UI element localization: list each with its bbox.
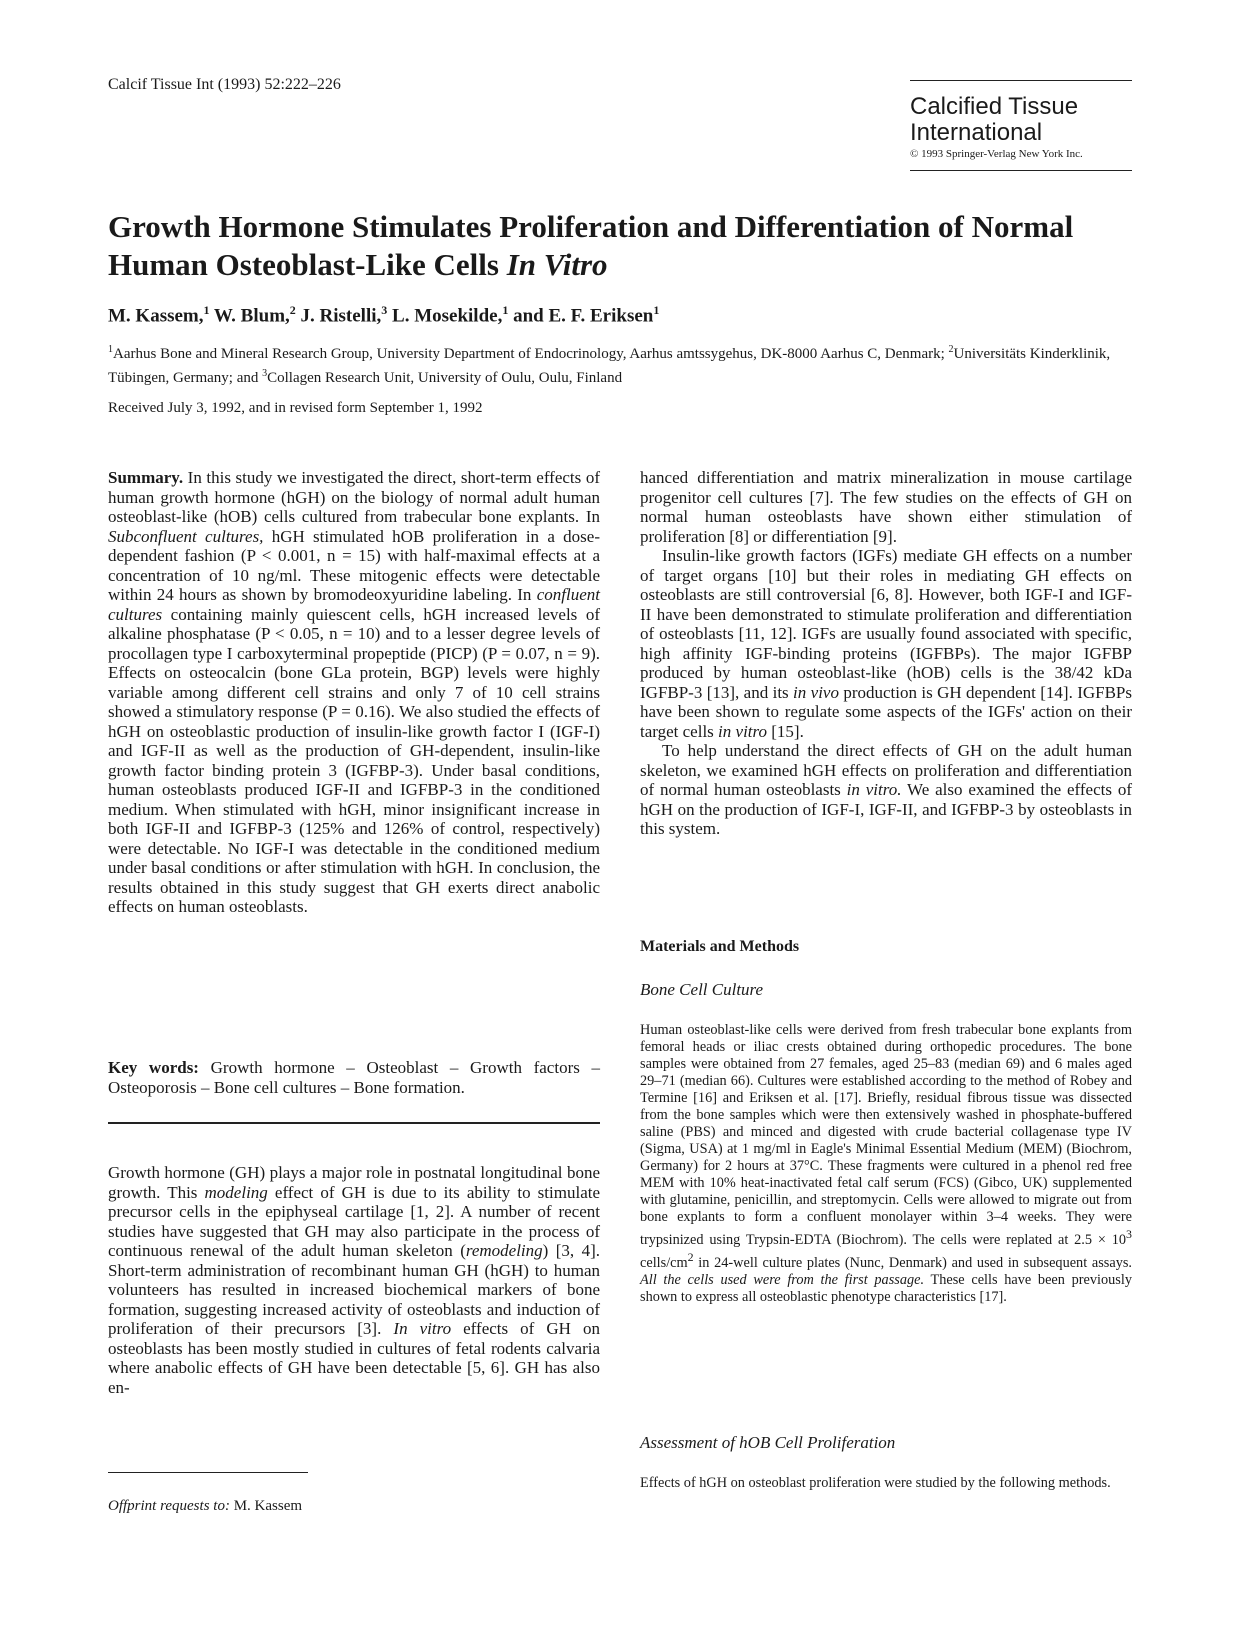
- author-affil-mark: 1: [203, 303, 210, 317]
- subheading-bone-cell-culture: Bone Cell Culture: [640, 980, 764, 999]
- author-name: M. Kassem,: [108, 305, 204, 327]
- title-main: Growth Hormone Stimulates Proliferation and Differentiation of Normal Human Osteoblast-Like Cells: [108, 209, 1074, 282]
- journal-name-line2: International: [910, 119, 1043, 146]
- introduction-paragraph: Growth hormone (GH) plays a major role in postnatal longitudinal bone growth. This modeling effect of GH is due to its ability to stimulate precursor cells in the epiphyseal cartilage [1, 2]. A number of recent studies have suggested that GH may also participate in the process of continuous renewal of the adult human skeleton (remodeling) [3, 4]. Short-term administration of recombinant human GH (hGH) to human volunteers has resulted in increased biochemical markers of bone formation, suggesting increased activity of osteoblasts and induction of proliferation of their precursors [3]. In vitro effects of GH on osteoblasts has been mostly studied in cultures of fetal rodents calvaria where anabolic effects of GH have been detectable [5, 6]. GH has also en-: [108, 1163, 601, 1397]
- author-affil-mark: 1: [502, 303, 509, 317]
- footnote-rule: [108, 1472, 308, 1473]
- intro-paragraph-1: hanced differentiation and matrix mineralization in mouse cartilage progenitor cell cultures [7]. The few studies on the effects of GH on normal human osteoblasts have shown either stimulation of proliferation [8] or differentiation [9].: [640, 468, 1132, 546]
- keywords-paragraph: Key words: Growth hormone – Osteoblast – Growth factors – Osteoporosis – Bone cell cultures – Bone formation.: [108, 1058, 601, 1097]
- author-list: [108, 303, 659, 327]
- copyright-notice: © 1993 Springer-Verlag New York Inc.: [910, 148, 1083, 160]
- author-affil-mark: 3: [381, 303, 388, 317]
- received-date: Received July 3, 1992, and in revised form September 1, 1992: [108, 400, 483, 416]
- journal-rule-top: [910, 80, 1132, 81]
- title-italic: In Vitro: [506, 247, 608, 282]
- offprint-footnote: Offprint requests to: M. Kassem: [108, 1498, 303, 1514]
- subheading-proliferation: Assessment of hOB Cell Proliferation: [640, 1433, 896, 1452]
- keywords-label: Key words:: [108, 1058, 199, 1077]
- affiliation-3: Collagen Research Unit, University of Oulu, Oulu, Finland: [267, 370, 623, 386]
- methods-paragraph: Human osteoblast-like cells were derived from fresh trabecular bone explants from femoral heads or iliac crests obtained during orthopedic procedures. The bone samples were obtained from 27 females, aged 25–83 (median 69) and 6 males aged 29–71 (median 66). Cultures were established according to the method of Robey and Termine [16] and Eriksen et al. [17]. Briefly, residual fibrous tissue was dissected from the bone samples which were then extensively washed in phosphate-buffered saline (PBS) and minced and digested with crude bacterial collagenase type IV (Sigma, USA) at 1 mg/ml in Eagle's Minimal Essential Medium (MEM) (Biochrom, Germany) for 2 hours at 37°C. These fragments were cultured in a phenol red free MEM with 10% heat-inactivated fetal calf serum (FCS) (Gibco, UK) supplemented with glutamine, penicillin, and streptomycin. Cells were allowed to migrate out from bone explants to form a confluent monolayer within 3–4 weeks. They were trypsinized using Trypsin-EDTA (Biochrom). The cells were replated at $2.5 \times 10^3$ cells/$cm^2$ in 24-well culture plates (Nunc, Denmark) and used in subsequent assays. All the cells used were from the first passage. These cells have been previously shown to express all osteoblastic phenotype characteristics [17].: [640, 1022, 1132, 1305]
- intro-paragraph-3: To help understand the direct effects of GH on the adult human skeleton, we examined hGH effects on proliferation and differentiation of normal human osteoblasts in vitro. We also examined the effects of hGH on the production of IGF-I, IGF-II, and IGFBP-3 by osteoblasts in this system.: [640, 741, 1132, 838]
- author-name: W. Blum,: [209, 305, 290, 327]
- summary-label: Summary.: [108, 468, 184, 487]
- assessment-paragraph: Effects of hGH on osteoblast proliferation were studied by the following methods.: [640, 1475, 1111, 1491]
- author-name: J. Ristelli,: [295, 305, 382, 327]
- introduction-continued: [640, 468, 1132, 839]
- journal-citation: Calcif Tissue Int (1993) 52:222–226: [108, 76, 341, 93]
- article-title: [108, 208, 1108, 284]
- journal-name-line1: Calcified Tissue: [910, 93, 1079, 120]
- summary-paragraph: Summary. In this study we investigated the direct, short-term effects of human growth hormone (hGH) on the biology of normal adult human osteoblast-like (hOB) cells cultured from trabecular bone explants. In Subconfluent cultures, hGH stimulated hOB proliferation in a dose-dependent fashion (P < 0.001, n = 15) with half-maximal effects at a concentration of 10 ng/ml. These mitogenic effects were detectable within 24 hours as shown by bromodeoxyuridine labeling. In confluent cultures containing mainly quiescent cells, hGH increased levels of alkaline phosphatase (P < 0.05, n = 10) and to a lesser degree levels of procollagen type I carboxyterminal propeptide (PICP) (P = 0.07, n = 9). Effects on osteocalcin (bone GLa protein, BGP) levels were highly variable among different cell strains and only 7 of 10 cell strains showed a stimulatory response (P = 0.16). We also studied the effects of hGH on osteoblastic production of insulin-like growth factor I (IGF-I) and IGF-II as well as the production of GH-dependent, insulin-like growth factor binding protein 3 (IGFBP-3). Under basal conditions, human osteoblasts produced IGF-II and IGFBP-3 in the conditioned medium. When stimulated with hGH, minor insignificant increase in both IGF-II and IGFBP-3 (125% and 126% of control, respectively) were detectable. No IGF-I was detectable in the conditioned medium under basal conditions or after stimulation with hGH. In conclusion, the results obtained in this study suggest that GH exerts direct anabolic effects on human osteoblasts.: [108, 468, 600, 916]
- author-name: L. Mosekilde,: [387, 305, 503, 327]
- author-name: and E. F. Eriksen: [508, 305, 654, 327]
- affiliation-1: Aarhus Bone and Mineral Research Group, University Department of Endocrinology, Aarhus amtssygehus, DK-8000 Aarhus C, Denmark;: [113, 346, 949, 362]
- affiliations: $^1$Aarhus Bone and Mineral Research Group, University Department of Endocrinology, Aarhus amtssygehus, DK-8000 Aarhus C, Denmark; $^2$Universitäts Kinderklinik, Tübingen, Germany; and $^3$Collagen Research Unit, University of Oulu, Oulu, Finland: [108, 344, 1111, 386]
- section-heading-methods: Materials and Methods: [640, 938, 800, 955]
- journal-name: [910, 94, 1140, 146]
- author-affil-mark: 1: [653, 303, 660, 317]
- journal-rule-bottom: [910, 170, 1132, 171]
- intro-paragraph-2: Insulin-like growth factors (IGFs) mediate GH effects on a number of target organs [10] but their roles in mediating GH effects on osteoblasts are still controversial [6, 8]. However, both IGF-I and IGF-II have been demonstrated to stimulate proliferation and differentiation of osteoblasts [11, 12]. IGFs are usually found associated with specific, high affinity IGF-binding proteins (IGFBPs). The major IGFBP produced by human osteoblast-like (hOB) cells is the 38/42 kDa IGFBP-3 [13], and its in vivo production is GH dependent [14]. IGFBPs have been shown to regulate some aspects of the IGFs' action on their target cells in vitro [15].: [640, 546, 1133, 741]
- author-affil-mark: 2: [289, 303, 296, 317]
- section-divider: [108, 1122, 600, 1124]
- affiliation-2: Universitäts Kinderklinik, Tübingen, Germany; and: [108, 346, 1111, 386]
